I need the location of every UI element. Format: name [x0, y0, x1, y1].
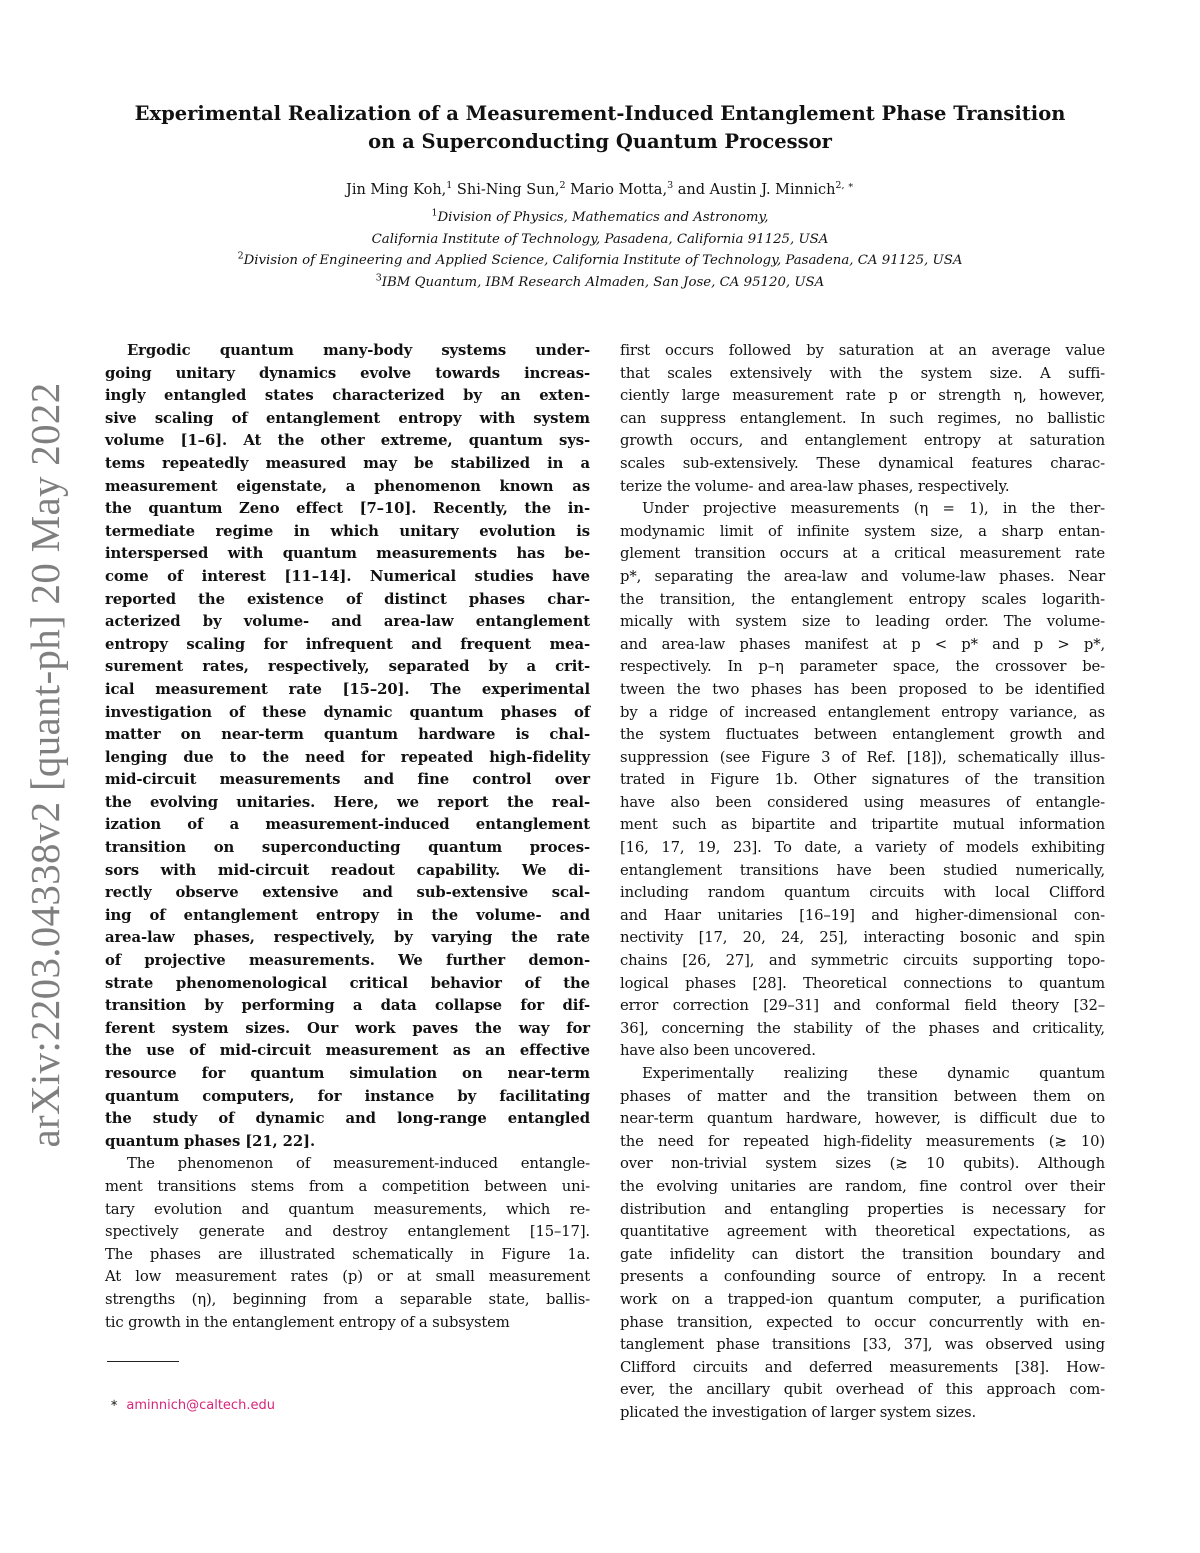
text-line: and Haar unitaries [16–19] and higher-dimensional con- — [620, 906, 1105, 924]
text-line: and area-law phases manifest at p < p* and p > p*, — [620, 635, 1105, 653]
affiliation-1: $^1$Division of Physics, Mathematics and Astronomy, — [431, 207, 769, 225]
intro-paragraph-1-continued — [620, 340, 1105, 498]
text-line: tems repeatedly measured may be stabilized in a — [105, 454, 590, 472]
author-affiliation-marker: 2 — [559, 180, 566, 192]
text-line: the quantum Zeno effect [7–10]. Recently, the in- — [105, 500, 590, 518]
text-line: by a ridge of increased entanglement entropy variance, as — [620, 703, 1105, 721]
text-line: interspersed with quantum measurements has be- — [105, 545, 590, 563]
text-line: At low measurement rates (p) or at small measurement — [105, 1268, 590, 1286]
text-line: work on a trapped-ion quantum computer, a purification — [620, 1290, 1105, 1308]
text-line: p*, separating the area-law and volume-law phases. Near — [620, 567, 1105, 585]
text-line: mid-circuit measurements and fine control over — [105, 771, 590, 789]
author-name: Jin Ming Koh, — [346, 182, 447, 198]
text-line: entropy scaling for infrequent and frequent mea- — [105, 635, 590, 653]
intro-paragraph-3 — [620, 1063, 1105, 1425]
text-line: Under projective measurements (η = 1), in the ther- — [642, 500, 1105, 518]
text-line: respectively. In p–η parameter space, the crossover be- — [620, 658, 1105, 676]
text-line: volume [1–6]. At the other extreme, quantum sys- — [105, 432, 590, 450]
text-line: strengths (η), beginning from a separable state, ballis- — [105, 1290, 590, 1308]
text-line: termediate regime in which unitary evolution is — [105, 522, 590, 540]
text-line: the need for repeated high-fidelity measurements (≳ 10) — [620, 1132, 1105, 1150]
author-name: Mario Motta, — [565, 182, 668, 198]
intro-paragraph-2 — [620, 498, 1105, 1063]
text-line: logical phases [28]. Theoretical connections to quantum — [620, 974, 1105, 992]
text-line: transition on superconducting quantum proces- — [105, 839, 590, 857]
text-line: ical measurement rate [15–20]. The experimental — [105, 680, 590, 698]
text-line: plicated the investigation of larger system sizes. — [620, 1403, 977, 1421]
text-line: tic growth in the entanglement entropy of a subsystem — [105, 1313, 510, 1331]
text-line: spectively generate and destroy entanglement [15–17]. — [105, 1223, 590, 1241]
text-line: Clifford circuits and deferred measurements [38]. How- — [620, 1358, 1105, 1376]
text-line: ing of entanglement entropy in the volume- and — [105, 906, 590, 924]
text-line: The phases are illustrated schematically in Figure 1a. — [105, 1245, 590, 1263]
text-line: the evolving unitaries are random, fine control over their — [620, 1177, 1105, 1195]
text-line: acterized by volume- and area-law entanglement — [105, 613, 590, 631]
text-line: near-term quantum hardware, however, is difficult due to — [620, 1110, 1105, 1128]
text-line: tween the two phases has been proposed to be identified — [620, 680, 1105, 698]
left-column — [105, 340, 590, 1334]
text-line: ization of a measurement-induced entanglement — [105, 816, 590, 834]
text-line: investigation of these dynamic quantum phases of — [105, 703, 590, 721]
affiliation-1-continued: California Institute of Technology, Pasadena, California 91125, USA — [371, 231, 829, 247]
text-line: have also been uncovered. — [620, 1042, 816, 1060]
text-line: ever, the ancillary qubit overhead of this approach com- — [620, 1381, 1105, 1399]
text-line: that scales extensively with the system size. A suffi- — [620, 364, 1105, 382]
author-affiliation-marker: 3 — [667, 180, 674, 192]
text-line: can suppress entanglement. In such regimes, no ballistic — [620, 409, 1105, 427]
text-line: surement rates, respectively, separated by a crit- — [105, 658, 590, 676]
author-affiliation-marker: 2, ∗ — [835, 180, 854, 192]
text-line: sive scaling of entanglement entropy with system — [105, 409, 590, 427]
text-line: terize the volume- and area-law phases, respectively. — [620, 477, 1010, 495]
affiliation-3: $^3$IBM Quantum, IBM Research Almaden, San Jose, CA 95120, USA — [375, 272, 825, 290]
text-line: including random quantum circuits with local Clifford — [620, 884, 1105, 902]
text-line: tary evolution and quantum measurements, which re- — [105, 1200, 590, 1218]
text-line: entanglement transitions have been studied numerically, — [620, 861, 1105, 879]
text-line: Experimentally realizing these dynamic quantum — [642, 1065, 1105, 1082]
text-line: suppression (see Figure 3 of Ref. [18]), schematically illus- — [620, 748, 1105, 766]
author-affiliation-marker: 1 — [446, 180, 453, 192]
text-line: the transition, the entanglement entropy scales logarith- — [620, 590, 1105, 608]
arxiv-identifier-stamp: arXiv:2203.04338v2 [quant-ph] 20 May 2022 — [22, 382, 68, 1148]
text-line: phases of matter and the transition between them on — [620, 1087, 1105, 1105]
author-list — [100, 180, 1100, 200]
text-line: glement transition occurs at a critical measurement rate — [620, 545, 1105, 563]
author-name: and Austin J. Minnich — [673, 182, 836, 198]
text-line: quantum phases [21, 22]. — [105, 1132, 316, 1150]
text-line: error correction [29–31] and conformal field theory [32– — [620, 997, 1105, 1015]
text-line: going unitary dynamics evolve towards increas- — [105, 364, 590, 382]
footnote — [110, 1398, 275, 1413]
paper-title — [100, 100, 1100, 156]
text-line: presents a confounding source of entropy. In a recent — [620, 1268, 1105, 1286]
text-line: come of interest [11–14]. Numerical studies have — [105, 567, 590, 585]
text-line: 36], concerning the stability of the phases and criticality, — [620, 1019, 1105, 1037]
text-line: strate phenomenological critical behavior of the — [105, 974, 590, 992]
text-line: the system fluctuates between entanglement growth and — [620, 726, 1105, 744]
text-line: ingly entangled states characterized by an exten- — [105, 387, 590, 405]
text-line: area-law phases, respectively, by varying the rate — [105, 929, 590, 947]
text-line: the use of mid-circuit measurement as an effective — [105, 1042, 590, 1060]
text-line: mically with system size to leading order. The volume- — [620, 613, 1105, 631]
text-line: ment such as bipartite and tripartite mutual information — [620, 816, 1105, 834]
text-line: of projective measurements. We further demon- — [105, 952, 590, 970]
text-line: [16, 17, 19, 23]. To date, a variety of models exhibiting — [620, 839, 1105, 857]
text-line: the evolving unitaries. Here, we report the real- — [105, 793, 590, 811]
text-line: have also been considered using measures of entangle- — [620, 793, 1105, 811]
text-line: first occurs followed by saturation at an average value — [620, 342, 1105, 359]
text-line: rectly observe extensive and sub-extensive scal- — [105, 884, 590, 902]
right-column — [620, 340, 1105, 1425]
corresponding-email-link[interactable]: aminnich@caltech.edu — [126, 1398, 275, 1413]
text-line: transition by performing a data collapse for dif- — [105, 997, 590, 1015]
affiliation-2: $^2$Division of Engineering and Applied Science, California Institute of Technology, Pasadena, CA 91125, USA — [237, 250, 963, 268]
affiliations — [100, 207, 1100, 293]
footnote-marker: ∗ — [110, 1398, 119, 1409]
text-line: sors with mid-circuit readout capability. We di- — [105, 861, 590, 879]
text-line: ment transitions stems from a competition between uni- — [105, 1177, 590, 1195]
abstract — [105, 340, 590, 1153]
text-line: nectivity [17, 20, 24, 25], interacting bosonic and spin — [620, 929, 1105, 947]
text-line: over non-trivial system sizes (≳ 10 qubits). Although — [620, 1155, 1105, 1173]
text-line: matter on near-term quantum hardware is chal- — [105, 726, 590, 744]
text-line: phase transition, expected to occur concurrently with en- — [620, 1313, 1105, 1331]
text-line: The phenomenon of measurement-induced entangle- — [127, 1155, 590, 1173]
text-line: measurement eigenstate, a phenomenon known as — [105, 477, 590, 495]
footnote-rule — [107, 1361, 179, 1362]
intro-paragraph-1 — [105, 1153, 590, 1334]
text-line: quantitative agreement with theoretical expectations, as — [620, 1223, 1105, 1241]
text-line: the study of dynamic and long-range entangled — [105, 1110, 590, 1128]
text-line: growth occurs, and entanglement entropy at saturation — [620, 432, 1105, 450]
text-line: ciently large measurement rate p or strength η, however, — [620, 387, 1105, 405]
text-line: chains [26, 27], and symmetric circuits supporting topo- — [620, 952, 1105, 970]
title-line-1: Experimental Realization of a Measurement-Induced Entanglement Phase Transition — [134, 102, 1066, 125]
text-line: ferent system sizes. Our work paves the way for — [105, 1019, 590, 1037]
title-line-2: on a Superconducting Quantum Processor — [368, 130, 832, 153]
text-line: trated in Figure 1b. Other signatures of the transition — [620, 771, 1105, 789]
text-line: modynamic limit of infinite system size, a sharp entan- — [620, 522, 1105, 540]
text-line: gate infidelity can distort the transition boundary and — [620, 1245, 1105, 1263]
text-line: lenging due to the need for repeated high-fidelity — [105, 748, 590, 766]
text-line: reported the existence of distinct phases char- — [105, 590, 590, 608]
text-line: scales sub-extensively. These dynamical features charac- — [620, 454, 1105, 472]
author-name: Shi-Ning Sun, — [452, 182, 560, 198]
text-line: tanglement phase transitions [33, 37], was observed using — [620, 1336, 1105, 1354]
text-line: distribution and entangling properties is necessary for — [620, 1200, 1105, 1218]
text-line: Ergodic quantum many-body systems under- — [127, 342, 590, 359]
text-line: quantum computers, for instance by facilitating — [105, 1087, 590, 1105]
text-line: resource for quantum simulation on near-term — [105, 1065, 590, 1082]
